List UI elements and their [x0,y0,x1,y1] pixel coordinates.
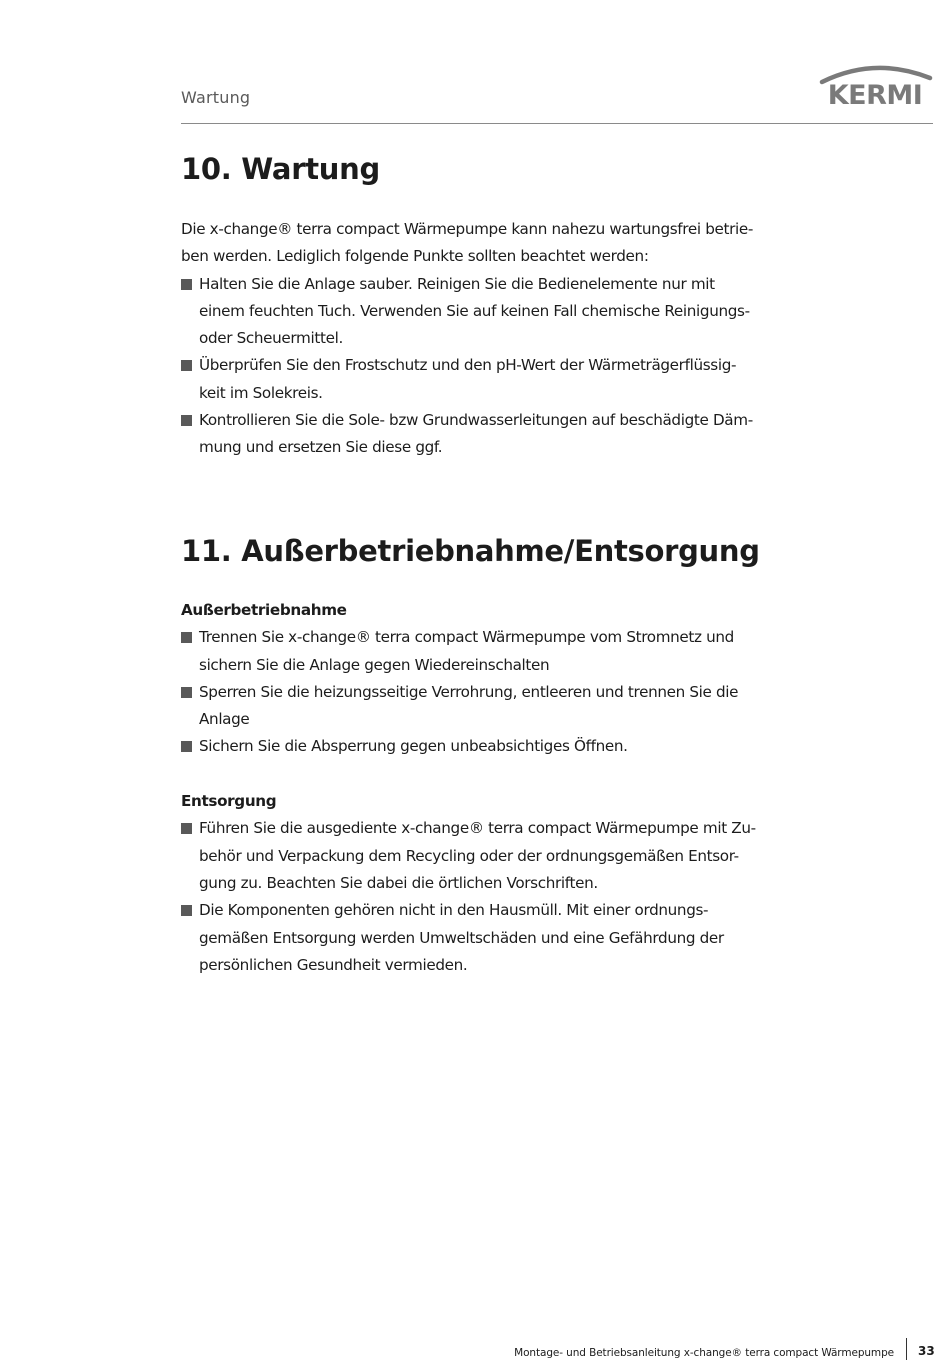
bullet-square-icon [181,687,192,698]
list-item-line: Kontrollieren Sie die Sole- bzw Grundwasserleitungen auf beschädigte Däm- [199,411,753,430]
section-10-body [181,216,786,462]
bullet-square-icon [181,823,192,834]
list-item [181,407,786,462]
section-10-title: 10. Wartung [181,152,380,186]
bullet-square-icon [181,415,192,426]
list-item [181,352,786,407]
footer-divider [906,1338,907,1360]
bullet-square-icon [181,279,192,290]
list-item-line: persönlichen Gesundheit vermieden. [199,955,468,974]
list-item-line: Halten Sie die Anlage sauber. Reinigen Sie die Bedienelemente nur mit [199,274,715,293]
list-item [181,897,786,979]
list-item-line: Die Komponenten gehören nicht in den Hausmüll. Mit einer ordnungs- [199,901,709,920]
list-item-line: mung und ersetzen Sie diese ggf. [199,438,443,457]
list-item [181,624,786,679]
intro-line: Die x-change® terra compact Wärmepumpe kann nahezu wartungsfrei betrie- [181,220,753,238]
bullet-square-icon [181,632,192,643]
section-11-title: 11. Außerbetriebnahme/Entsorgung [181,534,760,568]
footer-document-title: Montage- und Betriebsanleitung x-change® terra compact Wärmepumpe [514,1347,894,1359]
list-item [181,815,786,897]
list-item-line: Sichern Sie die Absperrung gegen unbeabsichtiges Öffnen. [199,737,628,756]
list-item [181,271,786,353]
list-item [181,733,786,760]
section-11-body [181,597,786,979]
list-item-line: oder Scheuermittel. [199,329,343,348]
list-item-line: Sperren Sie die heizungsseitige Verrohrung, entleeren und trennen Sie die [199,682,739,701]
list-item-line: sichern Sie die Anlage gegen Wiedereinschalten [199,655,550,674]
list-item-line: gemäßen Entsorgung werden Umweltschäden und eine Gefährdung der [199,928,724,947]
spacer [181,761,786,788]
list-item-line: gung zu. Beachten Sie dabei die örtlichen Vorschriften. [199,873,598,892]
list-item-line: behör und Verpackung dem Recycling oder der ordnungsgemäßen Entsor- [199,846,739,865]
list-item-line: keit im Solekreis. [199,383,323,402]
kermi-logo [816,62,934,106]
running-header: Wartung [181,88,251,107]
page-number: 33 [918,1344,935,1358]
subsection-heading-ausserbetriebnahme: Außerbetriebnahme [181,601,347,619]
list-item-line: Führen Sie die ausgediente x-change® terra compact Wärmepumpe mit Zu- [199,819,756,838]
subsection-heading-entsorgung: Entsorgung [181,792,277,811]
bullet-square-icon [181,741,192,752]
list-item-line: Trennen Sie x-change® terra compact Wärmepumpe vom Stromnetz und [199,628,734,647]
header-divider [181,123,933,124]
bullet-square-icon [181,360,192,371]
list-item-line: Anlage [199,710,250,729]
list-item [181,679,786,734]
list-item-line: einem feuchten Tuch. Verwenden Sie auf keinen Fall chemische Reinigungs- [199,301,750,320]
kermi-logo-text: KERMI [827,80,923,106]
bullet-square-icon [181,905,192,916]
intro-line: ben werden. Lediglich folgende Punkte sollten beachtet werden: [181,247,649,266]
list-item-line: Überprüfen Sie den Frostschutz und den pH-Wert der Wärmeträgerflüssig- [199,356,737,375]
